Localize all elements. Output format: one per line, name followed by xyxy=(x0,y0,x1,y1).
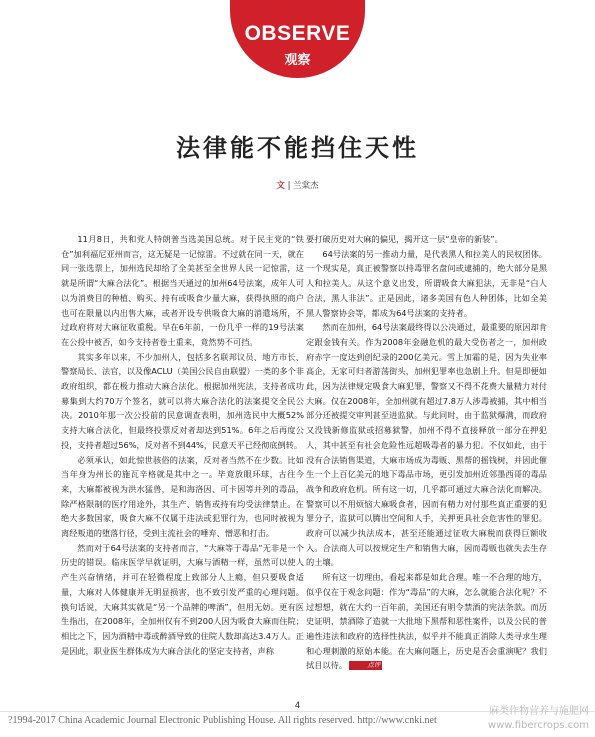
paragraph-last xyxy=(306,570,547,673)
paragraph: 然而在加州，64号法案最终得以公决通过，最重要的原因却肯定跟金钱有关。作为2008年金融危机的最大受伤者之一，加州政府赤字一度达到创纪录的200亿美元。雪上加霜的是，因为失业率高企，无家可归者游荡街头，加州犯罪率也急剧上升。但是即便如此，因为法律规定吸食大麻犯罪，警察又不得不花费大量精力对付大麻。仅在2008年，全加州就有超过7.8万人涉毒被捕，其中相当部分还被提交审判甚至进监狱。与此同时，由于监狱爆满，而政府又没钱新修监狱或招募狱警，加州不得不直接释放一部分在押犯人，其中甚至有社会危险性远超吸毒者的暴力犯。不仅如此，由于没有合法销售渠道，大麻市场成为毒贩、黑帮的摇钱树，并因此催生一个上百亿美元的地下毒品市场，更引发加州近邻墨西哥的毒品战争和政府危机。所有这一切，几乎都可通过大麻合法化而解决。警察可以不用烦恼大麻吸食者，因而有精力对付那些真正重要的犯罪分子，监狱可以腾出空间和人手，关押更具社会危害性的罪犯。政府可以减少执法成本，甚至还能通过征收大麻税而获得巨额收入。合法商人可以按规定生产和销售大麻，因而毒贩也就失去生存的土壤。 xyxy=(306,322,547,568)
byline xyxy=(0,179,595,191)
paragraph-text: 所有这一切理由，看起来都是如此合理。唯一不合理的地方，似乎仅在于观念问题：作为“毒品”的大麻，怎么就能合法化呢？不过想想，就在大约一百年前，美国还有明令禁酒的宪法条款。而历史证明，禁酒除了造就一大批地下黑帮和恶性案件，以及公民的普遍性违法和政府的选择性执法，似乎并不能真正消除人类寻求生理和心理刺激的原始本能。在大麻问题上，历史是否会重演呢？我们拭目以待。 xyxy=(306,572,547,671)
paragraph: 要打破历史对大麻的偏见，揭开这一层“皇帝的新装”。 xyxy=(306,234,503,244)
page-number: 4 xyxy=(294,700,300,710)
article-column-left xyxy=(61,232,304,658)
paragraph: 11月8日，共和党人特朗普当选美国总统。对于民主党的“铁仓”加利福尼亚州而言，这无疑是一记惊雷。不过就在同一天，就在同一张选票上，加州选民却给了全美甚至全世界人民一记惊雷，这就是所谓“大麻合法化”。根据当天通过的加州64号法案，成年人可以为消费目的种植、购买、持有或吸食少量大麻，获得执照的商户也可在限量以内出售大麻，或者开设专供吸食大麻的消遣场所，不过政府将对大麻征收重税。早在6年前，一份几乎一样的19号法案在公投中被否，如今支持者卷土重来，竟然势不可挡。 xyxy=(61,234,304,347)
paragraph: 必须承认，如此惊世骇俗的法案，反对者当然不在少数。比如当年身为州长的施瓦辛格就是其中之一。毕竟放眼环球，古往今来，大麻都被视为洪水猛兽，是和海洛因、可卡因等并列的毒品，除严格限制的医疗用途外，其生产、销售或持有均受法律禁止。在绝大多数国家，吸食大麻不仅属于违法或犯罪行为，也同时被视为离经叛道的堕落行径，受到主流社会的唾弃、憎恶和打击。 xyxy=(61,454,304,539)
paragraph: 然而对于64号法案的支持者而言，“大麻等于毒品”无非是一个历史的错误。临床医学早就证明，大麻与酒精一样，虽然可以使人产生兴奋情绪，并可在轻微程度上致部分人上瘾，但只要吸食适量，大麻对人体健康并无明显损害，也不致引发严重的心理问题。换句话说，大麻其实就是“另一个品牌的啤酒”，但用无妨。更有医生指出，在2008年，全加州仅有不到200人因为吸食大麻而住院；相比之下，因为酒精中毒或醉酒导致的住院人数却高达3.4万人。正是因此，职业医生群体成为大麻合法化的坚定支持者，声称 xyxy=(61,542,304,656)
copyright-footer: ?1994-2017 China Academic Journal Electronic Publishing House. All rights reserved. http://www.cnki.net xyxy=(8,715,437,726)
byline-separator: | xyxy=(287,181,291,191)
watermark-line1: 麻类作物营养与施肥网 xyxy=(489,706,589,717)
badge-title-en: OBSERVE xyxy=(244,22,351,45)
article-title: 法律能不能挡住天性 xyxy=(176,134,419,162)
article-column-right xyxy=(306,232,547,673)
paragraph: 64号法案的另一推动力量，是代表黑人和拉美人的民权团体。一个现实是，真正被警察以持毒罪名盘问或逮捕的，绝大部分是黑人和拉美人。从这个意义出发，所谓吸食大麻犯法，无非是“白人合法，黑人非法”。正是因此，诸多美国有色人种团体，比如全美黑人警察协会等，都成为64号法案的支持者。 xyxy=(306,248,547,318)
byline-label: 文 xyxy=(276,181,285,191)
paragraph: 其实多年以来，不少加州人，包括多名联邦议员、地方市长、警察局长、法官，以及像ACLU（美国公民自由联盟）一类的多个非政府组织，都在极力推动大麻合法化。根据加州宪法，支持者成功募集到大约70万个签名，就可以将大麻合法化的法案提交全民公决。2010年那一次公投前的民意调查表明，加州选民中大概52%支持大麻合法化，但最终投票反对者却达到51%。6年之后再度公投，支持者超过56%，反对者不到44%，民意天平已经彻底倒转。 xyxy=(61,351,304,450)
end-mark: 点评 xyxy=(349,661,382,670)
author-name: 兰棠杰 xyxy=(293,181,319,191)
watermark xyxy=(488,705,589,733)
watermark-line2: www.fibercrops.com xyxy=(487,720,589,731)
badge-title-cn: 观察 xyxy=(284,53,311,68)
